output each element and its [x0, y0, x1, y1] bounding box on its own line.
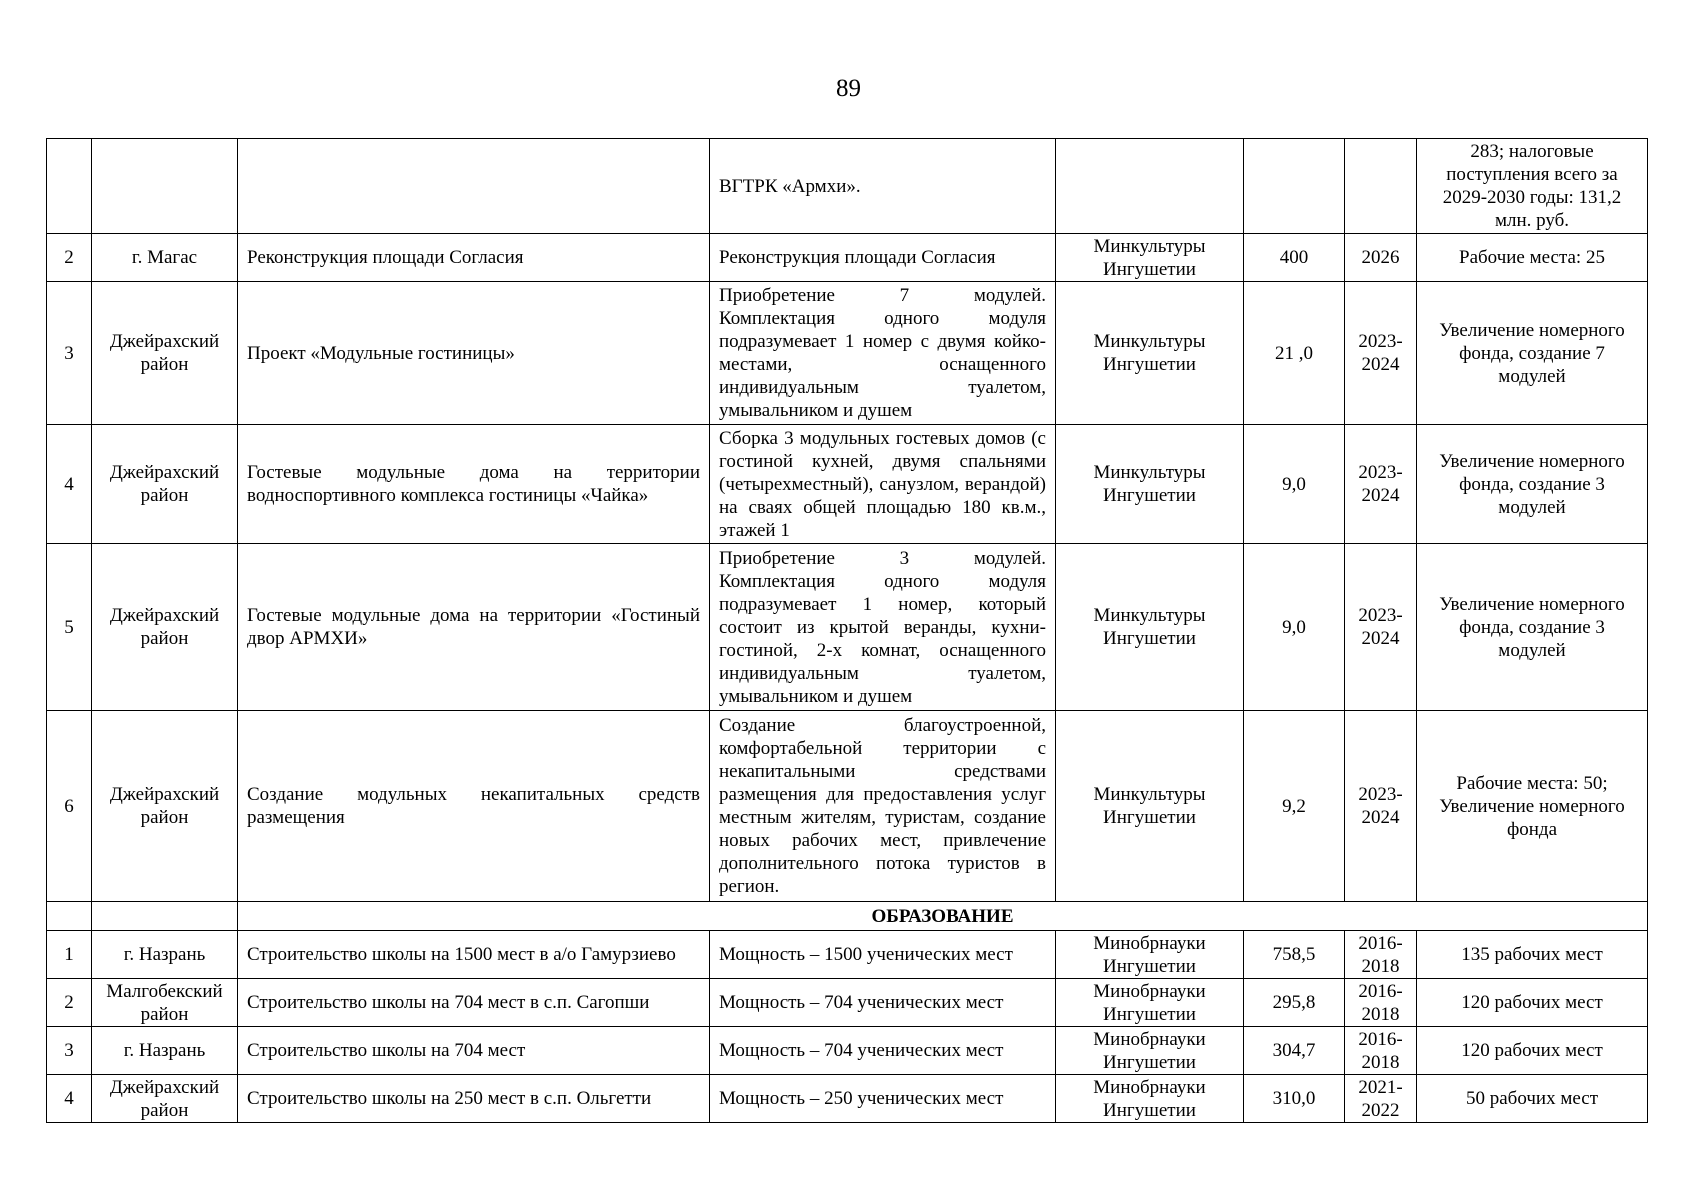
table-row	[47, 544, 1648, 711]
amount-cell: 310,0	[1244, 1075, 1345, 1123]
description-cell: Мощность – 250 ученических мест	[710, 1075, 1056, 1123]
num-cell: 3	[47, 282, 92, 425]
period-cell	[1345, 139, 1417, 234]
table-row	[47, 1075, 1648, 1123]
amount-cell: 9,0	[1244, 544, 1345, 711]
table-row	[47, 425, 1648, 544]
table-row	[47, 1027, 1648, 1075]
description-cell: Создание благоустроенной, комфортабельной территории с некапитальными средствами размещения для предоставления услуг местным жителям, туристам, создание новых рабочих мест, привлечение дополнительного потока туристов в регион.	[710, 711, 1056, 902]
amount-cell: 295,8	[1244, 979, 1345, 1027]
location-cell: Джейрахский район	[92, 544, 238, 711]
project-cell	[238, 139, 710, 234]
location-cell: г. Назрань	[92, 1027, 238, 1075]
projects-table	[46, 138, 1648, 1123]
location-cell: Джейрахский район	[92, 282, 238, 425]
num-cell: 4	[47, 425, 92, 544]
amount-cell: 758,5	[1244, 931, 1345, 979]
result-cell: Увеличение номерного фонда, создание 7 модулей	[1417, 282, 1648, 425]
result-cell: 50 рабочих мест	[1417, 1075, 1648, 1123]
num-cell: 3	[47, 1027, 92, 1075]
table-row	[47, 711, 1648, 902]
project-cell: Строительство школы на 250 мест в с.п. Ольгетти	[238, 1075, 710, 1123]
amount-cell: 9,0	[1244, 425, 1345, 544]
description-cell: Сборка 3 модульных гостевых домов (с гостиной кухней, двумя спальнями (четырехместный), санузлом, верандой) на сваях общей площадью 180 кв.м., этажей 1	[710, 425, 1056, 544]
project-cell: Гостевые модульные дома на территории водноспортивного комплекса гостиницы «Чайка»	[238, 425, 710, 544]
amount-cell: 304,7	[1244, 1027, 1345, 1075]
project-cell: Реконструкция площади Согласия	[238, 234, 710, 282]
table-row	[47, 979, 1648, 1027]
num-cell: 1	[47, 931, 92, 979]
period-cell: 2023-2024	[1345, 282, 1417, 425]
num-cell	[47, 902, 92, 931]
description-cell: Мощность – 704 ученических мест	[710, 1027, 1056, 1075]
num-cell: 6	[47, 711, 92, 902]
period-cell: 2023-2024	[1345, 425, 1417, 544]
section-row	[47, 902, 1648, 931]
num-cell: 5	[47, 544, 92, 711]
period-cell: 2016-2018	[1345, 931, 1417, 979]
num-cell: 2	[47, 979, 92, 1027]
result-cell: 120 рабочих мест	[1417, 979, 1648, 1027]
table-body	[47, 139, 1648, 1123]
amount-cell: 21 ,0	[1244, 282, 1345, 425]
description-cell: Приобретение 7 модулей. Комплектация одного модуля подразумевает 1 номер с двумя койко-местами, оснащенного индивидуальным туалетом, умывальником и душем	[710, 282, 1056, 425]
project-cell: Проект «Модульные гостиницы»	[238, 282, 710, 425]
result-cell: Увеличение номерного фонда, создание 3 модулей	[1417, 544, 1648, 711]
agency-cell: Минкультуры Ингушетии	[1056, 282, 1244, 425]
period-cell: 2016-2018	[1345, 979, 1417, 1027]
amount-cell	[1244, 139, 1345, 234]
result-cell: Рабочие места: 50; Увеличение номерного фонда	[1417, 711, 1648, 902]
agency-cell: Минкультуры Ингушетии	[1056, 425, 1244, 544]
agency-cell: Минобрнауки Ингушетии	[1056, 1027, 1244, 1075]
result-cell: Рабочие места: 25	[1417, 234, 1648, 282]
num-cell: 4	[47, 1075, 92, 1123]
period-cell: 2016-2018	[1345, 1027, 1417, 1075]
agency-cell: Минкультуры Ингушетии	[1056, 544, 1244, 711]
agency-cell: Минкультуры Ингушетии	[1056, 234, 1244, 282]
description-cell: Реконструкция площади Согласия	[710, 234, 1056, 282]
result-cell: 135 рабочих мест	[1417, 931, 1648, 979]
table-row	[47, 931, 1648, 979]
num-cell: 2	[47, 234, 92, 282]
location-cell	[92, 139, 238, 234]
description-cell: Мощность – 1500 ученических мест	[710, 931, 1056, 979]
period-cell: 2021-2022	[1345, 1075, 1417, 1123]
project-cell: Гостевые модульные дома на территории «Гостиный двор АРМХИ»	[238, 544, 710, 711]
result-cell: Увеличение номерного фонда, создание 3 модулей	[1417, 425, 1648, 544]
agency-cell: Минобрнауки Ингушетии	[1056, 1075, 1244, 1123]
agency-cell: Минкультуры Ингушетии	[1056, 711, 1244, 902]
period-cell: 2026	[1345, 234, 1417, 282]
project-cell: Строительство школы на 704 мест в с.п. Сагопши	[238, 979, 710, 1027]
section-title: ОБРАЗОВАНИЕ	[238, 902, 1648, 931]
period-cell: 2023-2024	[1345, 544, 1417, 711]
location-cell: г. Назрань	[92, 931, 238, 979]
project-cell: Создание модульных некапитальных средств размещения	[238, 711, 710, 902]
agency-cell: Минобрнауки Ингушетии	[1056, 979, 1244, 1027]
table-row-continued	[47, 139, 1648, 234]
location-cell: Джейрахский район	[92, 711, 238, 902]
location-cell: Джейрахский район	[92, 1075, 238, 1123]
table-row	[47, 234, 1648, 282]
amount-cell: 400	[1244, 234, 1345, 282]
result-cell: 283; налоговые поступления всего за 2029-2030 годы: 131,2 млн. руб.	[1417, 139, 1648, 234]
agency-cell: Минобрнауки Ингушетии	[1056, 931, 1244, 979]
result-cell: 120 рабочих мест	[1417, 1027, 1648, 1075]
location-cell: г. Магас	[92, 234, 238, 282]
location-cell: Малгобекский район	[92, 979, 238, 1027]
num-cell	[47, 139, 92, 234]
project-cell: Строительство школы на 704 мест	[238, 1027, 710, 1075]
agency-cell	[1056, 139, 1244, 234]
table-row	[47, 282, 1648, 425]
location-cell	[92, 902, 238, 931]
description-cell: Приобретение 3 модулей. Комплектация одного модуля подразумевает 1 номер, который состоит из крытой веранды, кухни-гостиной, 2-х комнат, оснащенного индивидуальным туалетом, умывальником и душем	[710, 544, 1056, 711]
amount-cell: 9,2	[1244, 711, 1345, 902]
period-cell: 2023-2024	[1345, 711, 1417, 902]
description-cell: ВГТРК «Армхи».	[710, 139, 1056, 234]
description-cell: Мощность – 704 ученических мест	[710, 979, 1056, 1027]
location-cell: Джейрахский район	[92, 425, 238, 544]
page-number: 89	[836, 75, 861, 102]
project-cell: Строительство школы на 1500 мест в а/о Гамурзиево	[238, 931, 710, 979]
